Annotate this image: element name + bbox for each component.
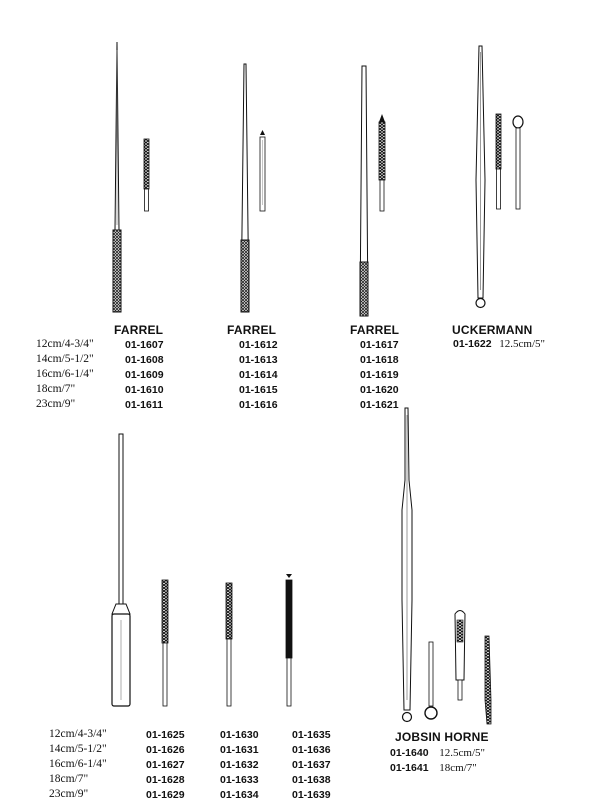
bottom-code-list-2	[220, 728, 259, 803]
size-label: 18cm/7"	[36, 383, 76, 395]
size-label: 23cm/9"	[49, 788, 89, 800]
farrel-title-1: FARREL	[114, 323, 164, 337]
bottom-code-list-1	[146, 728, 185, 803]
catalog-code: 01-1631	[220, 744, 259, 756]
catalog-code: 01-1629	[146, 789, 185, 801]
catalog-code: 01-1615	[239, 384, 278, 396]
catalog-code: 01-1617	[360, 339, 399, 351]
catalog-code: 01-1613	[239, 354, 278, 366]
catalog-code: 01-1630	[220, 729, 259, 741]
jobsin-tip-rasp-illustration	[485, 636, 491, 724]
catalog-code: 01-1622	[453, 338, 492, 350]
size-label: 12.5cm/5"	[439, 747, 486, 759]
jobsin-tip-spoon-illustration	[455, 611, 465, 701]
farrel-tip-2-illustration	[260, 130, 265, 211]
catalog-code: 01-1638	[292, 774, 331, 786]
catalog-code: 01-1616	[239, 399, 278, 411]
farrel-3-code-list	[360, 338, 399, 413]
size-label: 14cm/5-1/2"	[36, 353, 94, 365]
catalog-code: 01-1609	[125, 369, 164, 381]
handle-tip-3-illustration	[286, 574, 292, 706]
size-label: 18cm/7"	[49, 773, 89, 785]
catalog-code: 01-1620	[360, 384, 399, 396]
farrel-title-2: FARREL	[227, 323, 277, 337]
size-label: 12cm/4-3/4"	[49, 728, 107, 740]
uckermann-tip-loop-illustration	[513, 116, 523, 209]
catalog-code: 01-1626	[146, 744, 185, 756]
farrel-2-code-list	[239, 338, 278, 413]
bottom-code-list-3	[292, 728, 331, 803]
catalog-code: 01-1633	[220, 774, 259, 786]
size-label: 18cm/7"	[439, 762, 477, 774]
jobsin-row-1	[390, 747, 485, 759]
catalog-code: 01-1614	[239, 369, 278, 381]
catalog-code: 01-1611	[125, 399, 163, 411]
top-size-list	[36, 337, 94, 412]
catalog-code: 01-1628	[146, 774, 185, 786]
jobsin-row-2	[390, 762, 477, 774]
handle-tip-2-illustration	[226, 583, 232, 706]
farrel-applicator-3-illustration	[360, 66, 368, 316]
catalog-code: 01-1607	[125, 339, 164, 351]
farrel-title-3: FARREL	[350, 323, 400, 337]
size-label: 14cm/5-1/2"	[49, 743, 107, 755]
catalog-code: 01-1641	[390, 762, 429, 774]
handle-tip-1-illustration	[162, 580, 168, 706]
catalog-code: 01-1619	[360, 369, 399, 381]
farrel-applicator-1-illustration	[113, 42, 121, 312]
catalog-code: 01-1621	[360, 399, 399, 411]
jobsin-horne-title: JOBSIN HORNE	[395, 730, 489, 744]
handle-applicator-illustration	[112, 434, 130, 706]
size-label: 16cm/6-1/4"	[49, 758, 107, 770]
size-label: 23cm/9"	[36, 398, 76, 410]
farrel-1-code-list	[125, 338, 164, 413]
catalog-code: 01-1627	[146, 759, 185, 771]
jobsin-horne-probe-illustration	[402, 408, 412, 722]
uckermann-tip-rasp-illustration	[496, 114, 501, 209]
catalog-code: 01-1636	[292, 744, 331, 756]
uckermann-title: UCKERMANN	[452, 323, 533, 337]
farrel-tip-3-illustration	[379, 114, 385, 211]
jobsin-tip-loop-illustration	[425, 642, 437, 719]
catalog-code: 01-1618	[360, 354, 399, 366]
farrel-applicator-2-illustration	[241, 64, 249, 312]
catalog-code: 01-1639	[292, 789, 331, 801]
size-label: 12.5cm/5"	[499, 338, 546, 350]
uckermann-probe-illustration	[476, 46, 485, 308]
bottom-size-list	[49, 727, 107, 802]
catalog-code: 01-1612	[239, 339, 278, 351]
catalog-code: 01-1608	[125, 354, 164, 366]
catalog-code: 01-1625	[146, 729, 185, 741]
catalog-code: 01-1634	[220, 789, 259, 801]
size-label: 12cm/4-3/4"	[36, 338, 94, 350]
farrel-tip-1-illustration	[144, 139, 149, 211]
uckermann-code-row	[453, 338, 545, 350]
catalog-code: 01-1637	[292, 759, 331, 771]
catalog-code: 01-1610	[125, 384, 164, 396]
catalog-code: 01-1632	[220, 759, 259, 771]
catalog-code: 01-1640	[390, 747, 429, 759]
size-label: 16cm/6-1/4"	[36, 368, 94, 380]
catalog-code: 01-1635	[292, 729, 331, 741]
